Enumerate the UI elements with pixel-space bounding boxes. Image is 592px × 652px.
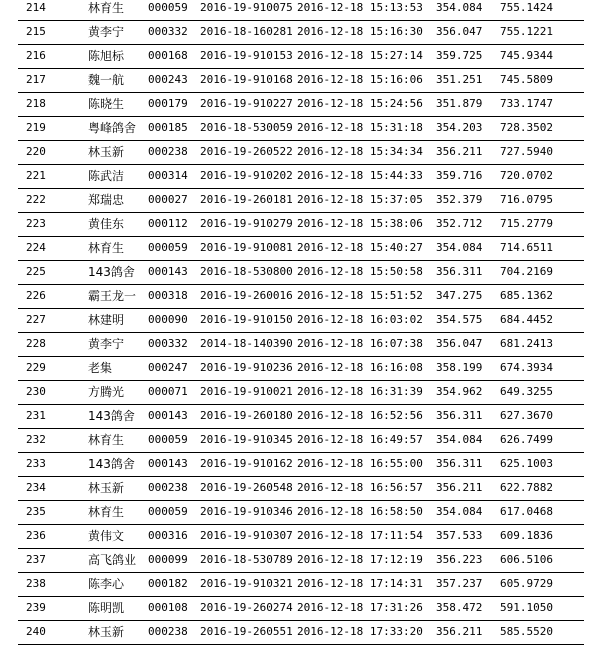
cell-band: 2016-19-910153 [200, 49, 293, 62]
cell-band: 2016-19-260274 [200, 601, 293, 614]
cell-ring: 000059 [148, 1, 188, 14]
cell-time: 2016-12-18 16:03:02 [297, 313, 423, 326]
cell-dist: 356.223 [436, 553, 483, 566]
cell-dist: 352.712 [436, 217, 483, 230]
cell-speed: 685.1362 [500, 289, 553, 302]
cell-name: 高飞鸽业 [88, 553, 137, 567]
cell-rank: 233 [26, 457, 46, 470]
cell-band: 2016-18-530800 [200, 265, 293, 278]
cell-band: 2016-19-260522 [200, 145, 293, 158]
cell-ring: 000182 [148, 577, 188, 590]
cell-time: 2016-12-18 17:12:19 [297, 553, 423, 566]
table-row [18, 380, 584, 405]
table-row [18, 620, 584, 645]
cell-rank: 230 [26, 385, 46, 398]
cell-band: 2016-19-910021 [200, 385, 293, 398]
cell-dist: 352.379 [436, 193, 483, 206]
cell-dist: 357.533 [436, 529, 483, 542]
cell-ring: 000316 [148, 529, 188, 542]
cell-rank: 239 [26, 601, 46, 614]
table-row [18, 44, 584, 69]
table-row [18, 404, 584, 429]
cell-name: 林玉新 [88, 625, 125, 639]
cell-time: 2016-12-18 15:50:58 [297, 265, 423, 278]
table-row [18, 0, 584, 21]
cell-name: 林育生 [88, 1, 125, 15]
cell-time: 2016-12-18 15:13:53 [297, 1, 423, 14]
cell-rank: 219 [26, 121, 46, 134]
table-row [18, 332, 584, 357]
cell-band: 2016-19-910321 [200, 577, 293, 590]
cell-band: 2016-19-910081 [200, 241, 293, 254]
cell-band: 2016-19-910168 [200, 73, 293, 86]
cell-name: 黄李宁 [88, 25, 125, 39]
cell-dist: 354.203 [436, 121, 483, 134]
cell-speed: 681.2413 [500, 337, 553, 350]
cell-dist: 357.237 [436, 577, 483, 590]
cell-speed: 755.1221 [500, 25, 553, 38]
cell-speed: 704.2169 [500, 265, 553, 278]
cell-speed: 755.1424 [500, 1, 553, 14]
cell-time: 2016-12-18 15:27:14 [297, 49, 423, 62]
cell-dist: 356.211 [436, 625, 483, 638]
cell-rank: 216 [26, 49, 46, 62]
cell-ring: 000090 [148, 313, 188, 326]
cell-ring: 000168 [148, 49, 188, 62]
cell-band: 2016-19-910075 [200, 1, 293, 14]
table-row [18, 20, 584, 45]
cell-dist: 354.575 [436, 313, 483, 326]
cell-speed: 684.4452 [500, 313, 553, 326]
cell-rank: 221 [26, 169, 46, 182]
cell-name: 黄伟文 [88, 529, 125, 543]
cell-dist: 354.084 [436, 433, 483, 446]
cell-speed: 585.5520 [500, 625, 553, 638]
cell-rank: 217 [26, 73, 46, 86]
cell-speed: 727.5940 [500, 145, 553, 158]
cell-dist: 354.084 [436, 1, 483, 14]
cell-name: 林建明 [88, 313, 125, 327]
cell-name: 粤峰鸽舍 [88, 121, 137, 135]
cell-rank: 235 [26, 505, 46, 518]
cell-dist: 358.472 [436, 601, 483, 614]
cell-dist: 354.084 [436, 241, 483, 254]
cell-time: 2016-12-18 16:49:57 [297, 433, 423, 446]
cell-band: 2016-19-910279 [200, 217, 293, 230]
cell-time: 2016-12-18 16:56:57 [297, 481, 423, 494]
cell-time: 2016-12-18 15:37:05 [297, 193, 423, 206]
cell-rank: 232 [26, 433, 46, 446]
cell-speed: 715.2779 [500, 217, 553, 230]
cell-ring: 000112 [148, 217, 188, 230]
table-row [18, 356, 584, 381]
cell-time: 2016-12-18 15:51:52 [297, 289, 423, 302]
cell-speed: 720.0702 [500, 169, 553, 182]
cell-speed: 622.7882 [500, 481, 553, 494]
cell-speed: 649.3255 [500, 385, 553, 398]
cell-ring: 000243 [148, 73, 188, 86]
table-row [18, 308, 584, 333]
cell-name: 陈旭标 [88, 49, 125, 63]
cell-rank: 228 [26, 337, 46, 350]
cell-speed: 674.3934 [500, 361, 553, 374]
cell-ring: 000099 [148, 553, 188, 566]
cell-ring: 000071 [148, 385, 188, 398]
cell-speed: 714.6511 [500, 241, 553, 254]
cell-speed: 627.3670 [500, 409, 553, 422]
cell-band: 2016-19-260548 [200, 481, 293, 494]
cell-name: 143鸽舍 [88, 409, 135, 423]
cell-ring: 000238 [148, 145, 188, 158]
cell-ring: 000318 [148, 289, 188, 302]
cell-ring: 000059 [148, 505, 188, 518]
table-row [18, 68, 584, 93]
cell-name: 老集 [88, 361, 113, 375]
cell-time: 2016-12-18 15:34:34 [297, 145, 423, 158]
cell-dist: 351.251 [436, 73, 483, 86]
cell-time: 2016-12-18 17:31:26 [297, 601, 423, 614]
table-row [18, 140, 584, 165]
cell-speed: 716.0795 [500, 193, 553, 206]
cell-rank: 240 [26, 625, 46, 638]
cell-name: 林玉新 [88, 145, 125, 159]
cell-name: 方腾光 [88, 385, 125, 399]
table-row [18, 164, 584, 189]
cell-band: 2016-19-910346 [200, 505, 293, 518]
cell-speed: 626.7499 [500, 433, 553, 446]
cell-ring: 000238 [148, 481, 188, 494]
cell-rank: 223 [26, 217, 46, 230]
cell-time: 2016-12-18 15:16:30 [297, 25, 423, 38]
cell-speed: 625.1003 [500, 457, 553, 470]
cell-band: 2016-19-910227 [200, 97, 293, 110]
cell-time: 2016-12-18 15:40:27 [297, 241, 423, 254]
cell-name: 黄李宁 [88, 337, 125, 351]
table-row [18, 476, 584, 501]
table-row [18, 92, 584, 117]
cell-time: 2016-12-18 15:38:06 [297, 217, 423, 230]
cell-time: 2016-12-18 15:16:06 [297, 73, 423, 86]
table-row [18, 236, 584, 261]
cell-time: 2016-12-18 16:16:08 [297, 361, 423, 374]
table-row [18, 548, 584, 573]
cell-dist: 356.311 [436, 457, 483, 470]
table-row [18, 428, 584, 453]
cell-dist: 356.047 [436, 337, 483, 350]
cell-ring: 000179 [148, 97, 188, 110]
cell-rank: 237 [26, 553, 46, 566]
cell-band: 2016-18-160281 [200, 25, 293, 38]
cell-speed: 606.5106 [500, 553, 553, 566]
cell-rank: 238 [26, 577, 46, 590]
cell-time: 2016-12-18 17:11:54 [297, 529, 423, 542]
cell-dist: 354.084 [436, 505, 483, 518]
cell-rank: 222 [26, 193, 46, 206]
cell-name: 郑瑞忠 [88, 193, 125, 207]
cell-name: 林育生 [88, 505, 125, 519]
cell-rank: 234 [26, 481, 46, 494]
cell-name: 陈李心 [88, 577, 125, 591]
cell-band: 2016-19-260016 [200, 289, 293, 302]
cell-name: 林育生 [88, 433, 125, 447]
cell-rank: 218 [26, 97, 46, 110]
cell-ring: 000059 [148, 433, 188, 446]
cell-dist: 354.962 [436, 385, 483, 398]
cell-time: 2016-12-18 17:14:31 [297, 577, 423, 590]
table-row [18, 188, 584, 213]
cell-time: 2016-12-18 15:44:33 [297, 169, 423, 182]
cell-band: 2016-19-910345 [200, 433, 293, 446]
cell-dist: 356.211 [436, 481, 483, 494]
cell-speed: 745.5809 [500, 73, 553, 86]
cell-band: 2016-19-910236 [200, 361, 293, 374]
cell-rank: 231 [26, 409, 46, 422]
cell-name: 林育生 [88, 241, 125, 255]
cell-dist: 356.311 [436, 265, 483, 278]
cell-speed: 609.1836 [500, 529, 553, 542]
cell-time: 2016-12-18 16:52:56 [297, 409, 423, 422]
cell-name: 陈明凯 [88, 601, 125, 615]
cell-speed: 591.1050 [500, 601, 553, 614]
cell-time: 2016-12-18 16:58:50 [297, 505, 423, 518]
cell-band: 2016-18-530059 [200, 121, 293, 134]
cell-ring: 000238 [148, 625, 188, 638]
table-row [18, 452, 584, 477]
cell-rank: 226 [26, 289, 46, 302]
cell-dist: 356.311 [436, 409, 483, 422]
cell-speed: 605.9729 [500, 577, 553, 590]
cell-band: 2016-19-910202 [200, 169, 293, 182]
cell-band: 2016-19-260181 [200, 193, 293, 206]
cell-ring: 000332 [148, 25, 188, 38]
cell-ring: 000247 [148, 361, 188, 374]
cell-time: 2016-12-18 16:55:00 [297, 457, 423, 470]
cell-rank: 225 [26, 265, 46, 278]
cell-name: 陈晓生 [88, 97, 125, 111]
cell-rank: 236 [26, 529, 46, 542]
cell-ring: 000143 [148, 265, 188, 278]
cell-name: 143鸽舍 [88, 457, 135, 471]
cell-band: 2014-18-140390 [200, 337, 293, 350]
cell-speed: 617.0468 [500, 505, 553, 518]
cell-ring: 000185 [148, 121, 188, 134]
cell-rank: 224 [26, 241, 46, 254]
cell-rank: 229 [26, 361, 46, 374]
cell-ring: 000059 [148, 241, 188, 254]
table-row [18, 260, 584, 285]
cell-time: 2016-12-18 16:31:39 [297, 385, 423, 398]
cell-ring: 000143 [148, 457, 188, 470]
cell-dist: 351.879 [436, 97, 483, 110]
cell-speed: 745.9344 [500, 49, 553, 62]
cell-rank: 220 [26, 145, 46, 158]
cell-band: 2016-19-910162 [200, 457, 293, 470]
cell-name: 143鸽舍 [88, 265, 135, 279]
table-row [18, 572, 584, 597]
table-row [18, 596, 584, 621]
cell-ring: 000314 [148, 169, 188, 182]
cell-rank: 214 [26, 1, 46, 14]
cell-name: 魏一航 [88, 73, 125, 87]
cell-dist: 359.716 [436, 169, 483, 182]
cell-band: 2016-19-910150 [200, 313, 293, 326]
cell-time: 2016-12-18 15:24:56 [297, 97, 423, 110]
cell-name: 林玉新 [88, 481, 125, 495]
cell-ring: 000332 [148, 337, 188, 350]
cell-rank: 227 [26, 313, 46, 326]
cell-band: 2016-19-260551 [200, 625, 293, 638]
cell-ring: 000108 [148, 601, 188, 614]
cell-band: 2016-18-530789 [200, 553, 293, 566]
cell-name: 陈武洁 [88, 169, 125, 183]
cell-ring: 000143 [148, 409, 188, 422]
table-row [18, 212, 584, 237]
cell-rank: 215 [26, 25, 46, 38]
table-row [18, 284, 584, 309]
cell-band: 2016-19-260180 [200, 409, 293, 422]
cell-dist: 358.199 [436, 361, 483, 374]
cell-time: 2016-12-18 16:07:38 [297, 337, 423, 350]
cell-dist: 356.047 [436, 25, 483, 38]
cell-dist: 359.725 [436, 49, 483, 62]
cell-name: 黄佳东 [88, 217, 125, 231]
cell-time: 2016-12-18 17:33:20 [297, 625, 423, 638]
cell-name: 霸王龙一 [88, 289, 137, 303]
cell-ring: 000027 [148, 193, 188, 206]
table-row [18, 524, 584, 549]
cell-dist: 356.211 [436, 145, 483, 158]
cell-speed: 733.1747 [500, 97, 553, 110]
cell-band: 2016-19-910307 [200, 529, 293, 542]
table-row [18, 116, 584, 141]
cell-dist: 347.275 [436, 289, 483, 302]
cell-speed: 728.3502 [500, 121, 553, 134]
table-row [18, 500, 584, 525]
cell-time: 2016-12-18 15:31:18 [297, 121, 423, 134]
